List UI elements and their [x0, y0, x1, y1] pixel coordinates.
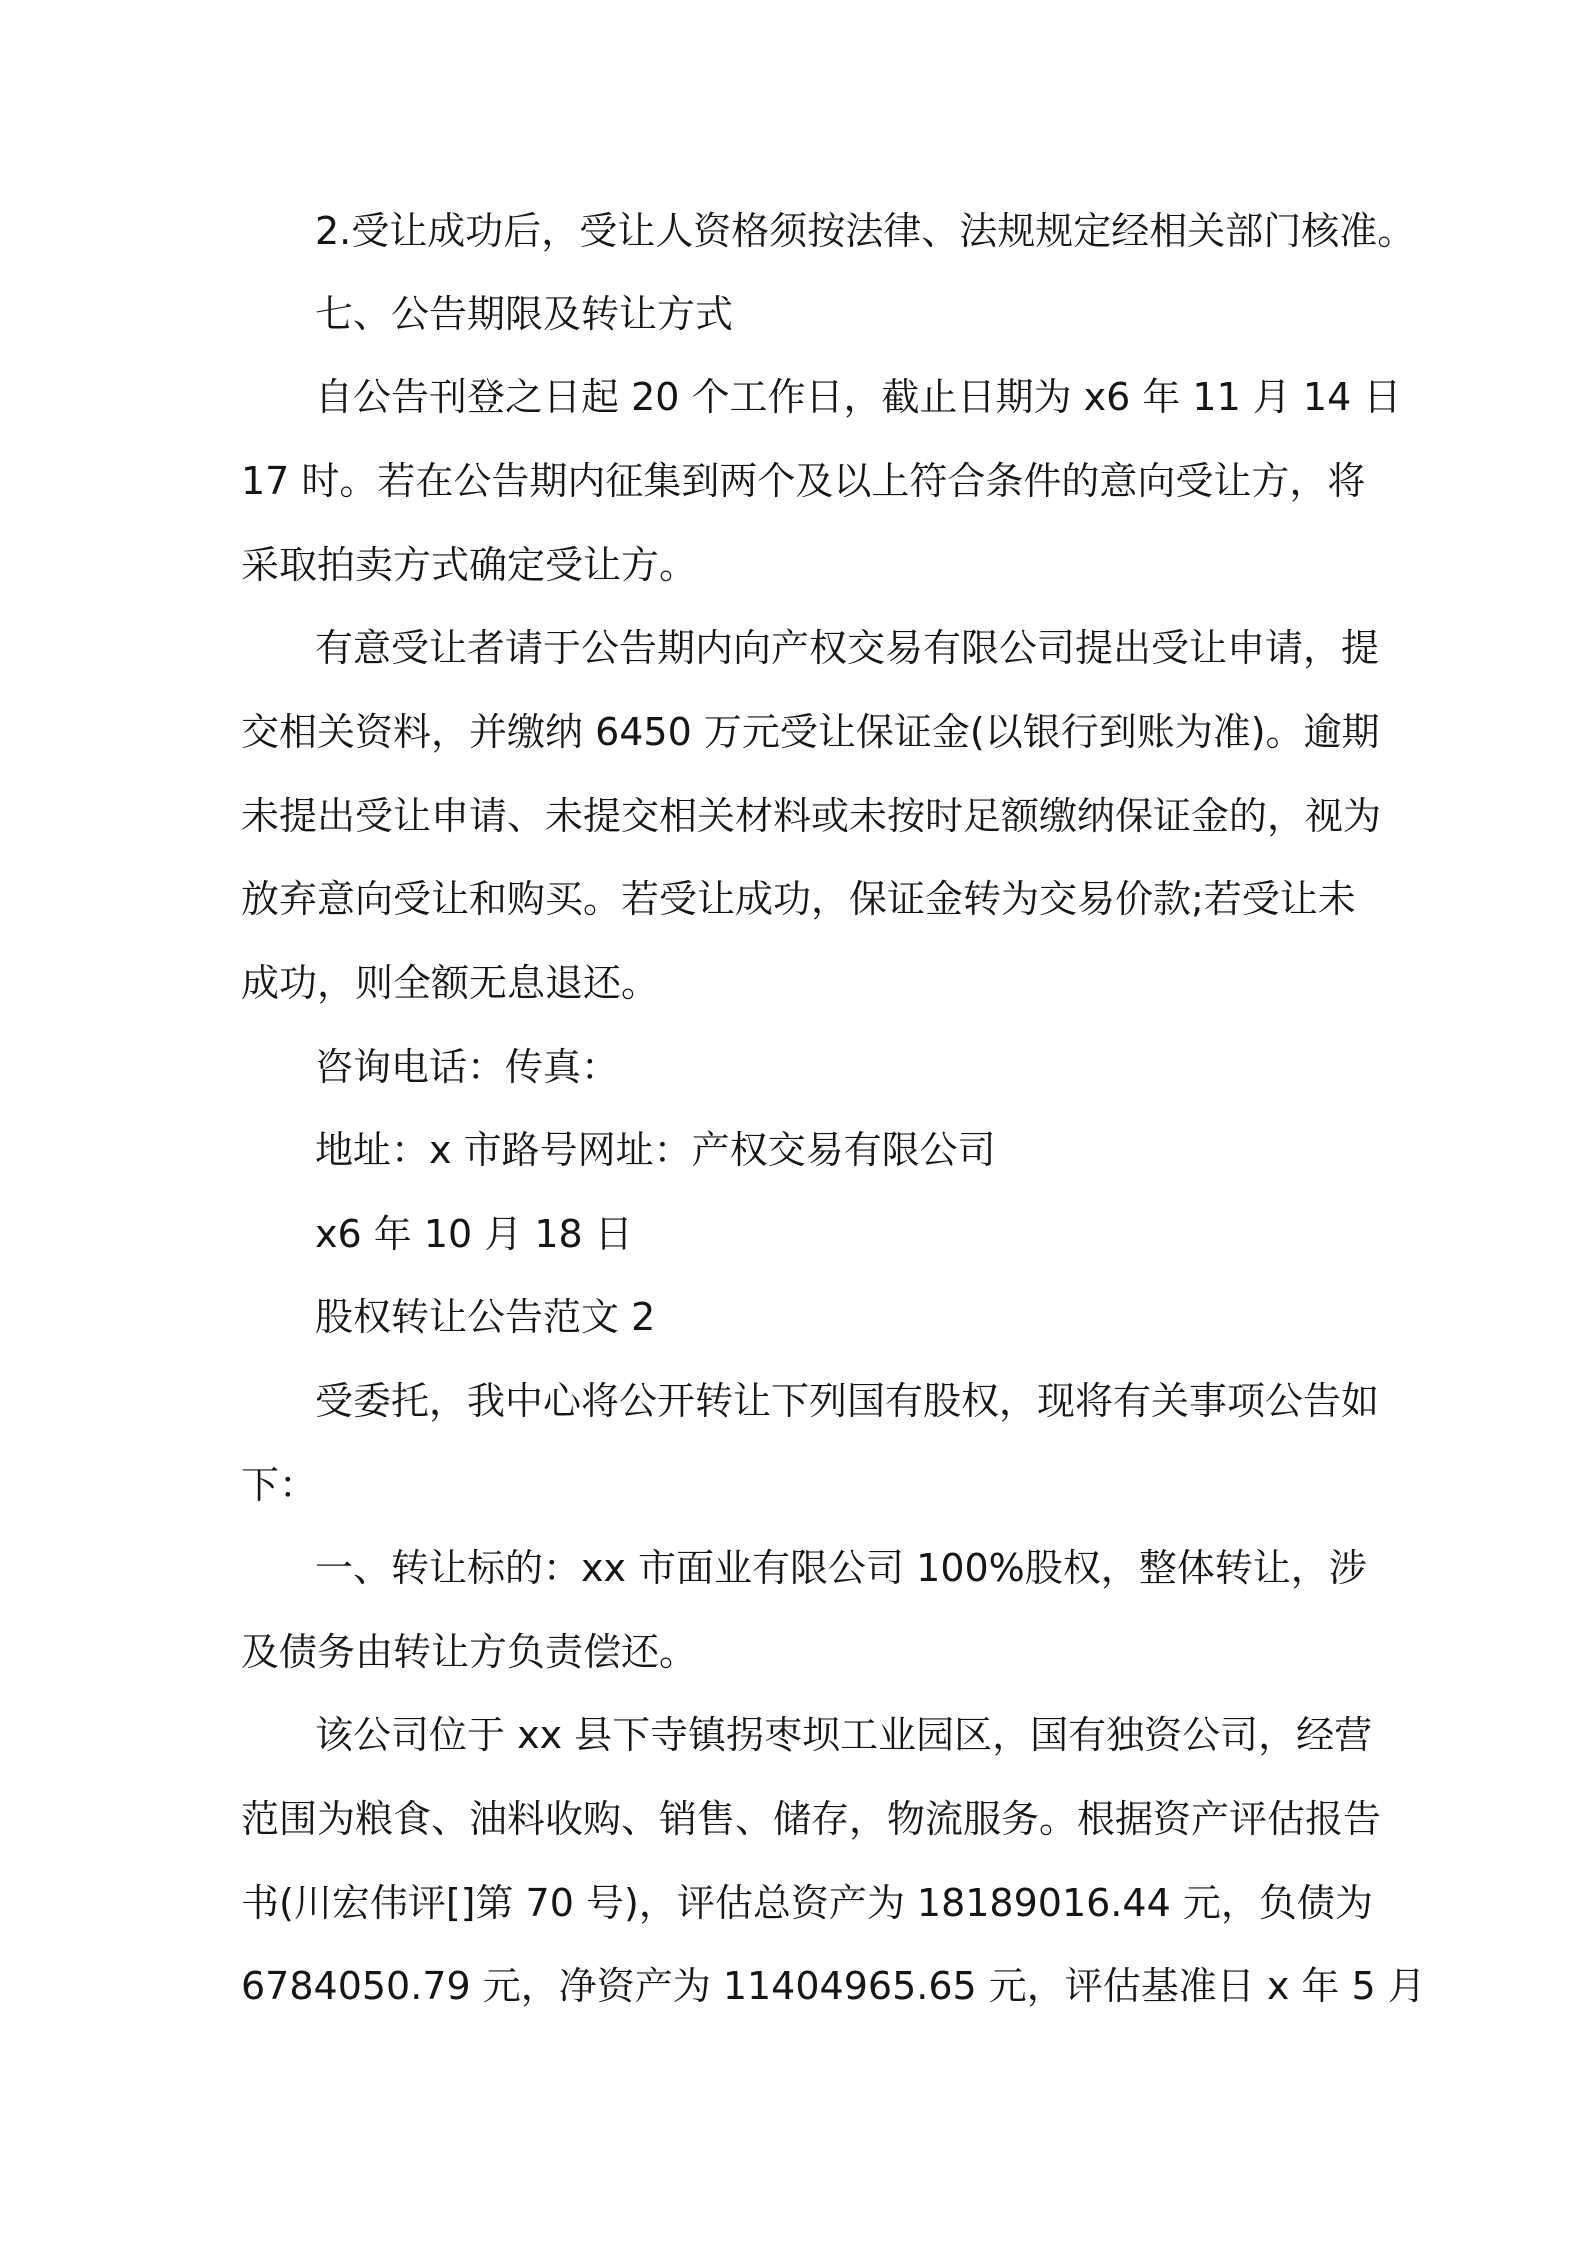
sample-text-title: 股权转让公告范文 2: [315, 1295, 656, 1339]
paragraph-line-application-2: 交相关资料，并缴纳 6450 万元受让保证金(以银行到账为准)。逾期: [241, 710, 1380, 754]
paragraph-line-application-3: 未提出受让申请、未提交相关材料或未按时足额缴纳保证金的，视为: [241, 794, 1382, 838]
contact-address-website: 地址：x 市路号网址：产权交易有限公司: [315, 1128, 996, 1172]
section-heading-announcement-period: 七、公告期限及转让方式: [315, 292, 734, 336]
paragraph-line-company-3: 书(川宏伟评[]第 70 号)，评估总资产为 18189016.44 元，负债为: [241, 1881, 1373, 1925]
paragraph-line-company-2: 范围为粮食、油料收购、销售、储存，物流服务。根据资产评估报告: [241, 1797, 1382, 1841]
contact-phone-fax: 咨询电话：传真：: [315, 1045, 620, 1089]
paragraph-line-period-1: 自公告刊登之日起 20 个工作日，截止日期为 x6 年 11 月 14 日: [315, 375, 1402, 419]
paragraph-line-transfer-subject-1: 一、转让标的：xx 市面业有限公司 100%股权，整体转让，涉: [315, 1546, 1367, 1590]
paragraph-line-transfer-subject-2: 及债务由转让方负责偿还。: [241, 1630, 698, 1674]
paragraph-line-intro-1: 受委托，我中心将公开转让下列国有股权，现将有关事项公告如: [315, 1379, 1380, 1423]
paragraph-line-application-4: 放弃意向受让和购买。若受让成功，保证金转为交易价款;若受让未: [241, 877, 1356, 921]
paragraph-line-period-2: 17 时。若在公告期内征集到两个及以上符合条件的意向受让方，将: [241, 459, 1366, 503]
announcement-date: x6 年 10 月 18 日: [315, 1212, 633, 1256]
paragraph-line-application-5: 成功，则全额无息退还。: [241, 961, 660, 1005]
paragraph-line-company-1: 该公司位于 xx 县下寺镇拐枣坝工业园区，国有独资公司，经营: [315, 1713, 1373, 1757]
paragraph-line-qualification-approval: 2.受让成功后，受让人资格须按法律、法规规定经相关部门核准。: [315, 209, 1416, 253]
paragraph-line-period-3: 采取拍卖方式确定受让方。: [241, 543, 698, 587]
paragraph-line-company-4: 6784050.79 元，净资产为 11404965.65 元，评估基准日 x 年 5 月: [241, 1964, 1426, 2008]
paragraph-line-application-1: 有意受让者请于公告期内向产权交易有限公司提出受让申请，提: [315, 626, 1380, 670]
paragraph-line-intro-2: 下：: [241, 1463, 318, 1507]
